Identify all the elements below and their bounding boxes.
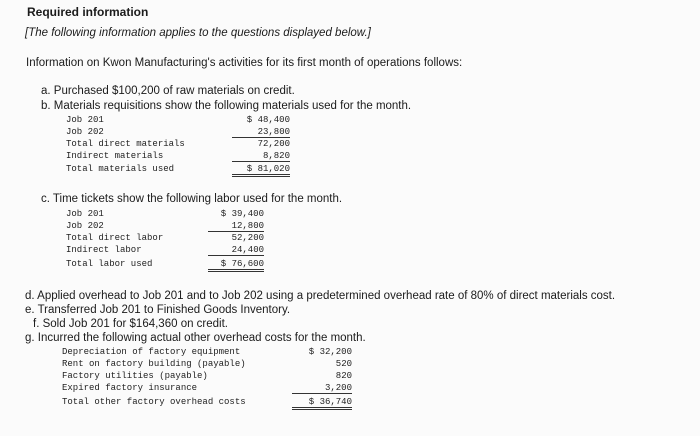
- materials-value-total-used: $ 81,020: [232, 164, 290, 177]
- materials-label-indirect: Indirect materials: [66, 151, 164, 161]
- item-g: g. Incurred the following actual other overhead costs for the month.: [25, 332, 366, 344]
- labor-value-job202: 12,800: [208, 221, 264, 232]
- item-b: b. Materials requisitions show the following materials used for the month.: [41, 100, 412, 112]
- info-note: [The following information applies to the questions displayed below.]: [25, 27, 371, 39]
- item-c: c. Time tickets show the following labor used for the month.: [41, 193, 343, 205]
- overhead-value-rent: 520: [335, 359, 352, 369]
- labor-label-job202: Job 202: [66, 221, 104, 231]
- labor-label-indirect: Indirect labor: [66, 245, 142, 255]
- labor-value-indirect: 24,400: [208, 245, 264, 256]
- materials-label-total-direct: Total direct materials: [66, 139, 185, 149]
- materials-value-indirect: 8,820: [232, 151, 290, 162]
- overhead-label-utilities: Factory utilities (payable): [62, 371, 208, 381]
- overhead-value-total: $ 36,740: [292, 397, 352, 410]
- overhead-value-depreciation: $ 32,200: [308, 347, 352, 357]
- labor-value-total-direct: 52,200: [231, 233, 264, 243]
- item-d: d. Applied overhead to Job 201 and to Job 202 using a predetermined overhead rate of 80% of direct materials cost.: [25, 290, 616, 302]
- labor-label-total-direct: Total direct labor: [66, 233, 164, 243]
- item-f: f. Sold Job 201 for $164,360 on credit.: [33, 318, 228, 330]
- materials-value-job201: $ 48,400: [246, 115, 290, 125]
- item-a: a. Purchased $100,200 of raw materials on credit.: [41, 85, 295, 97]
- overhead-label-rent: Rent on factory building (payable): [62, 359, 246, 369]
- overhead-value-utilities: 820: [335, 371, 352, 381]
- materials-label-job202: Job 202: [66, 127, 104, 137]
- materials-label-total-used: Total materials used: [66, 164, 175, 174]
- intro-text: Information on Kwon Manufacturing's activities for its first month of operations follows:: [26, 57, 463, 69]
- item-e: e. Transferred Job 201 to Finished Goods Inventory.: [25, 304, 291, 316]
- labor-value-total-used: $ 76,600: [208, 259, 264, 272]
- materials-label-job201: Job 201: [66, 115, 104, 125]
- overhead-label-depreciation: Depreciation of factory equipment: [62, 347, 241, 357]
- overhead-label-insurance: Expired factory insurance: [62, 383, 198, 393]
- labor-value-job201: $ 39,400: [220, 209, 264, 219]
- materials-value-job202: 23,800: [232, 127, 290, 138]
- materials-value-total-direct: 72,200: [257, 139, 290, 149]
- labor-label-job201: Job 201: [66, 209, 104, 219]
- required-information-heading: Required information: [27, 5, 149, 19]
- overhead-value-insurance: 3,200: [292, 383, 352, 394]
- overhead-label-total: Total other factory overhead costs: [62, 397, 246, 407]
- labor-label-total-used: Total labor used: [66, 259, 153, 269]
